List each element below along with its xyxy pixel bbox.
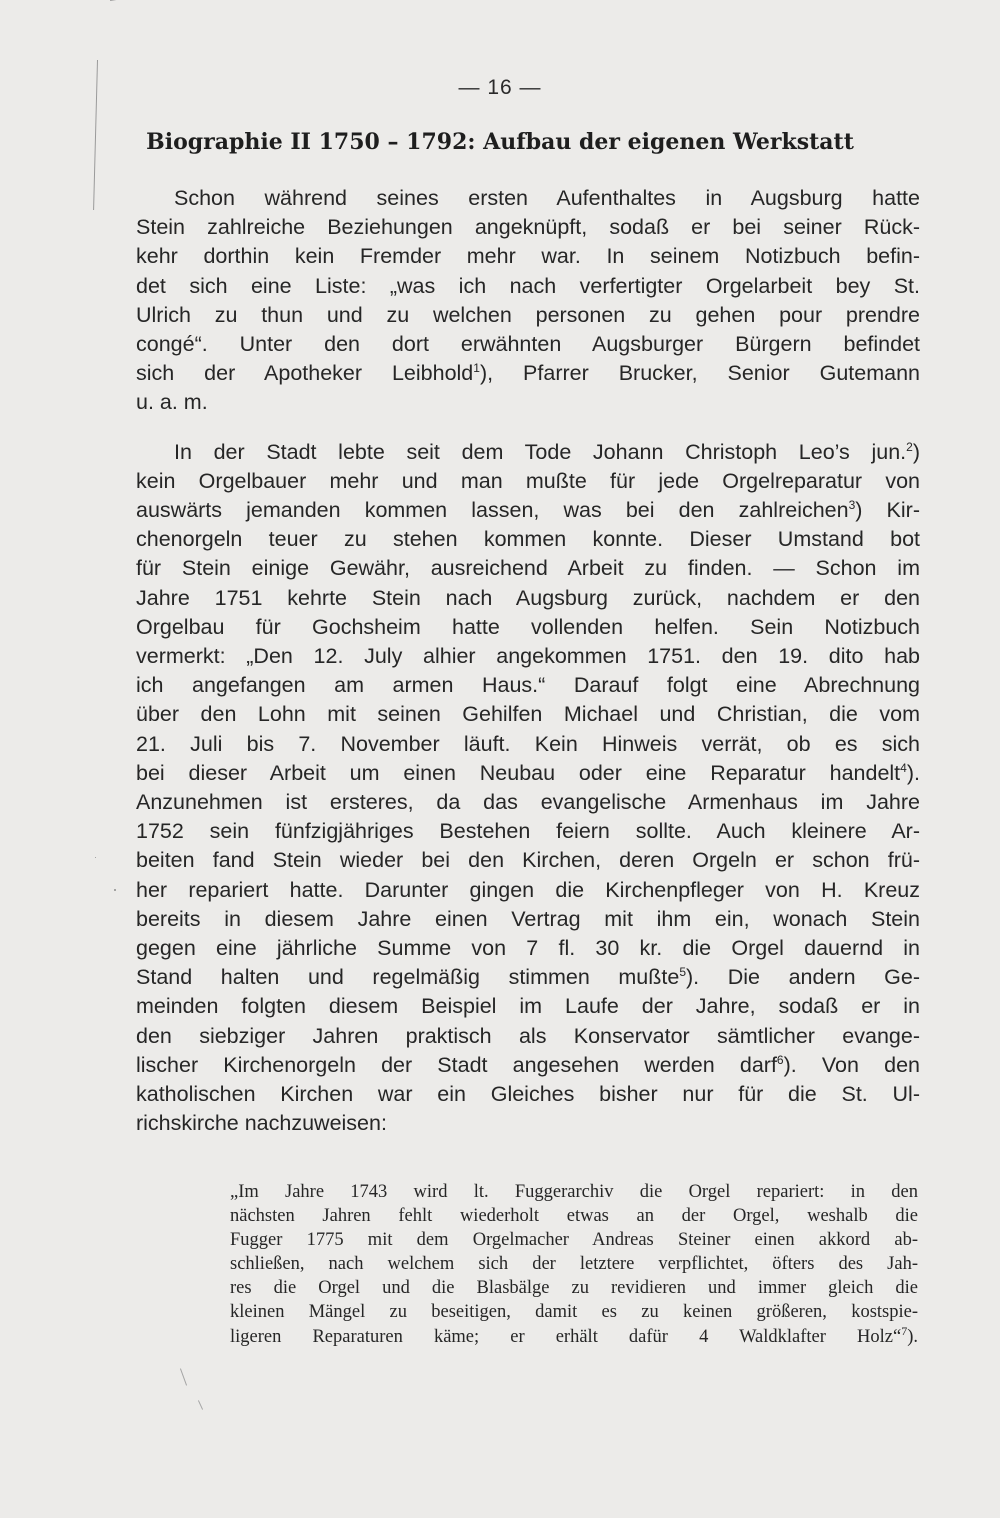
text-fragment: ) (912, 439, 920, 464)
paragraph-gap (136, 418, 920, 438)
paper-speck (95, 857, 96, 858)
page-edge-line (110, 0, 199, 1)
footnote-ref: 6 (776, 1052, 784, 1067)
text-line: Orgelbau für Gochsheim hatte vollenden helfen. Sein Notizbuch (136, 614, 920, 639)
text-line: für Stein einige Gewähr, ausreichend Arbeit zu finden. — Schon im (136, 556, 920, 581)
paper-speck (114, 889, 116, 891)
text-line: u. a. m. (136, 390, 208, 415)
text-line (136, 963, 920, 992)
text-line: Anzunehmen ist ersteres, da das evangelische Armenhaus im Jahre (136, 790, 920, 815)
text-line (136, 759, 920, 788)
footnote-ref: 2 (906, 439, 913, 454)
text-fragment: bei dieser Arbeit um einen Neubau oder eine Reparatur handelt (136, 760, 901, 785)
quote-line: res die Orgel und die Blasbälge zu revidieren und immer gleich die (230, 1278, 918, 1299)
text-fragment: ). (906, 760, 920, 785)
text-line: Schon während seines ersten Aufenthaltes in Augsburg hatte (174, 186, 920, 210)
paper-scratch (180, 1368, 187, 1385)
text-line: chenorgeln teuer zu stehen kommen konnte. Dieser Umstand bot (136, 527, 920, 552)
text-line: kehr dorthin kein Fremder mehr war. In seinem Notizbuch befin- (136, 244, 920, 269)
text-line: her repariert hatte. Darunter gingen die Kirchenpfleger von H. Kreuz (136, 877, 920, 902)
text-line: gegen eine jährliche Summe von 7 fl. 30 kr. die Orgel dauernd in (136, 936, 920, 961)
text-fragment: sich der Apotheker Leibhold (136, 361, 474, 386)
text-line: Jahre 1751 kehrte Stein nach Augsburg zurück, nachdem er den (136, 585, 920, 610)
quote-line: nächsten Jahren fehlt wiederholt etwas an der Orgel, weshalb die (230, 1206, 918, 1227)
text-fragment: ligeren Reparaturen käme; er erhält dafür 4 Waldklafter Holz“ (230, 1326, 902, 1347)
text-fragment: lischer Kirchenorgeln der Stadt angesehen werden darf (136, 1052, 777, 1077)
text-line: richskirche nachzuweisen: (136, 1111, 387, 1136)
text-line: ich angefangen am armen Haus.“ Darauf folgt eine Abrechnung (136, 673, 920, 698)
footnote-ref: 7 (901, 1323, 908, 1338)
text-line: den siebziger Jahren praktisch als Konservator sämtlicher evange- (136, 1023, 920, 1048)
paragraph (136, 184, 920, 418)
quote-line: „Im Jahre 1743 wird lt. Fuggerarchiv die Orgel repariert: in den (230, 1182, 918, 1202)
text-line: katholischen Kirchen war ein Gleiches bisher nur für die St. Ul- (136, 1082, 920, 1107)
text-line: beiten fand Stein wieder bei den Kirchen, deren Orgeln er schon frü- (136, 848, 920, 873)
quote-line: Fugger 1775 mit dem Orgelmacher Andreas Steiner einen akkord ab- (230, 1230, 918, 1251)
text-line: Stein zahlreiche Beziehungen angeknüpft, sodaß er bei seiner Rück- (136, 215, 920, 240)
text-fragment: Stand halten und regelmäßig stimmen mußte (136, 965, 680, 990)
body-text (136, 184, 920, 1139)
text-line: Ulrich zu thun und zu welchen personen zu gehen pour prendre (136, 302, 920, 327)
paper-scratch (198, 1400, 203, 1409)
text-line: det sich eine Liste: „was ich nach verfertigter Orgelarbeit bey St. (136, 273, 920, 298)
text-line: vermerkt: „Den 12. July alhier angekommen 1751. den 19. dito hab (136, 644, 920, 669)
quote-line: schließen, nach welchem sich der letztere verpflichtet, öfters des Jah- (230, 1254, 918, 1275)
block-quote (230, 1180, 918, 1349)
text-line: 1752 sein fünfzigjähriges Bestehen feiern sollte. Auch kleinere Ar- (136, 819, 920, 844)
text-line: über den Lohn mit seinen Gehilfen Michael und Christian, die vom (136, 702, 920, 727)
text-fragment: ), Pfarrer Brucker, Senior Gutemann (479, 361, 920, 386)
text-line (136, 1051, 920, 1080)
text-line (136, 438, 920, 467)
text-line: congé“. Unter den dort erwähnten Augsburger Bürgern befindet (136, 332, 920, 357)
page-number: — 16 — (458, 76, 542, 99)
text-line: kein Orgelbauer mehr und man mußte für jede Orgelreparatur von (136, 468, 920, 493)
footnote-ref: 1 (473, 361, 480, 376)
chapter-title: Biographie II 1750 – 1792: Aufbau der eigenen Werkstatt (146, 129, 854, 155)
footnote-ref: 4 (900, 760, 907, 775)
text-fragment: ). Von den (783, 1052, 920, 1077)
text-fragment: ). Die andern Ge- (686, 965, 920, 990)
text-line (136, 359, 920, 388)
paragraph (136, 438, 920, 1139)
text-fragment: auswärts jemanden kommen lassen, was bei den zahlreichen (136, 498, 849, 523)
text-fragment: ). (907, 1326, 918, 1347)
text-line (136, 496, 920, 525)
text-fragment: In der Stadt lebte seit dem Tode Johann Christoph Leo’s jun. (174, 439, 907, 464)
text-line: 21. Juli bis 7. November läuft. Kein Hinweis verrät, ob es sich (136, 731, 920, 756)
quote-line (230, 1325, 918, 1349)
quote-line: kleinen Mängel zu beseitigen, damit es zu keinen größeren, kostspie- (230, 1302, 918, 1323)
text-line: bereits in diesem Jahre einen Vertrag mit ihm ein, wonach Stein (136, 906, 920, 931)
footnote-ref: 5 (679, 965, 687, 980)
text-line: meinden folgten diesem Beispiel im Laufe der Jahre, sodaß er in (136, 994, 920, 1019)
text-fragment: ) Kir- (855, 498, 920, 523)
footnote-ref: 3 (848, 497, 856, 512)
